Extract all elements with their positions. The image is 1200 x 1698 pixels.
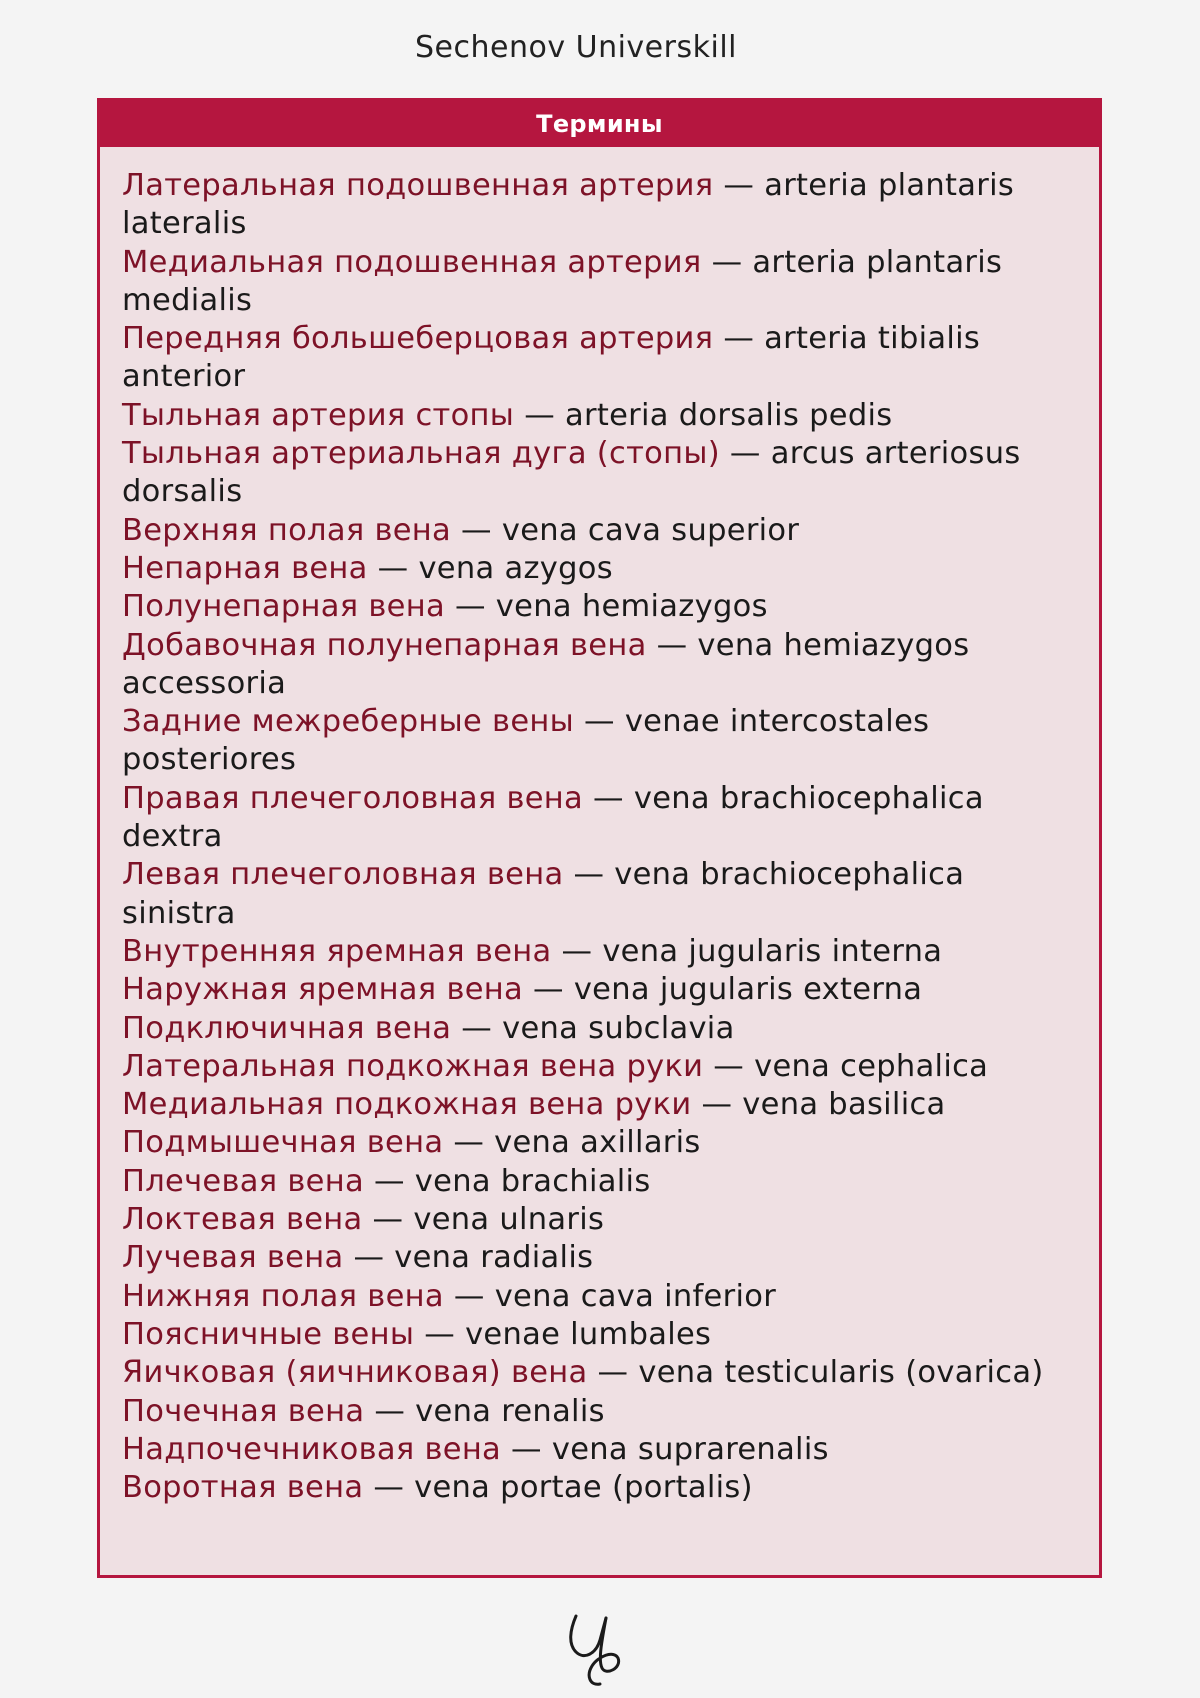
term-russian: Подмышечная вена (122, 1125, 444, 1161)
term-russian: Полунепарная вена (122, 589, 445, 625)
term-separator: — (377, 550, 409, 586)
term-separator: — (593, 780, 624, 816)
term-latin: vena subclavia (502, 1010, 735, 1046)
term-latin: vena renalis (415, 1393, 605, 1429)
term-latin: vena brachialis (414, 1163, 651, 1199)
term-latin: vena hemiazygos (495, 589, 768, 625)
term-item (122, 780, 1085, 857)
term-item (122, 1048, 1085, 1086)
term-separator: — (373, 1163, 405, 1199)
term-item (122, 512, 1085, 550)
term-latin: vena jugularis interna (602, 933, 943, 969)
term-separator: — (729, 436, 761, 472)
term-separator: — (723, 168, 755, 203)
brand-title: Sechenov Universkill (415, 30, 737, 65)
term-item (122, 1431, 1085, 1469)
term-russian: Верхняя полая вена (122, 512, 452, 548)
terms-card (97, 98, 1102, 1578)
term-separator: — (374, 1393, 406, 1429)
term-separator: — (701, 1087, 733, 1123)
universkill-logo-icon (562, 1610, 638, 1690)
term-latin: vena ulnaris (413, 1202, 605, 1238)
term-item (122, 1316, 1085, 1354)
term-separator: — (561, 933, 593, 969)
term-separator: — (453, 1278, 485, 1314)
term-latin: arteria dorsalis pedis (565, 397, 893, 433)
term-separator: — (584, 704, 615, 740)
term-russian: Передняя большеберцовая артерия (122, 321, 714, 357)
term-item (122, 1354, 1085, 1392)
term-separator: — (461, 1010, 493, 1046)
term-separator: — (372, 1202, 404, 1238)
term-separator: — (711, 244, 743, 280)
term-latin: arteria plantaris lateralis (122, 168, 1015, 242)
term-item (122, 550, 1085, 588)
term-russian: Наружная яремная вена (122, 972, 524, 1008)
term-item (122, 971, 1085, 1009)
term-item (122, 1201, 1085, 1239)
term-russian: Локтевая вена (122, 1202, 363, 1238)
term-item (122, 320, 1085, 397)
term-latin: vena suprarenalis (551, 1431, 829, 1467)
term-russian: Левая плечеголовная вена (122, 857, 564, 893)
term-russian: Непарная вена (122, 550, 368, 586)
term-item (122, 1278, 1085, 1316)
term-separator: — (511, 1431, 542, 1467)
term-latin: vena testicularis (ovarica) (638, 1355, 1044, 1391)
term-separator: — (453, 1125, 485, 1161)
term-separator: — (461, 512, 492, 548)
term-latin: vena cava inferior (494, 1278, 777, 1314)
term-item (122, 397, 1085, 435)
term-russian: Латеральная подкожная вена руки (122, 1048, 704, 1084)
term-latin: vena portae (portalis) (414, 1470, 753, 1506)
card-title: Термины (100, 101, 1099, 147)
term-item (122, 167, 1085, 244)
term-latin: vena cephalica (754, 1048, 989, 1084)
term-russian: Почечная вена (122, 1393, 365, 1429)
term-separator: — (713, 1048, 745, 1084)
term-item (122, 1163, 1085, 1201)
term-separator: — (533, 972, 564, 1008)
term-russian: Подключичная вена (122, 1010, 452, 1046)
term-latin: arcus arteriosus dorsalis (122, 436, 1021, 510)
term-separator: — (573, 857, 605, 893)
term-russian: Медиальная подкожная вена руки (122, 1087, 692, 1123)
term-separator: — (597, 1355, 629, 1391)
term-item (122, 244, 1085, 321)
term-russian: Добавочная полунепарная вена (122, 627, 647, 663)
term-latin: vena basilica (742, 1087, 946, 1123)
term-russian: Воротная вена (122, 1470, 364, 1506)
term-separator: — (524, 397, 555, 433)
term-russian: Плечевая вена (122, 1163, 364, 1199)
term-separator: — (454, 589, 486, 625)
term-russian: Медиальная подошвенная артерия (122, 244, 702, 280)
term-latin: vena brachiocephalica sinistra (122, 857, 965, 931)
term-latin: vena radialis (394, 1240, 594, 1276)
term-russian: Правая плечеголовная вена (122, 780, 584, 816)
term-separator: — (656, 627, 688, 663)
term-russian: Надпочечниковая вена (122, 1431, 502, 1467)
term-russian: Внутренняя яремная вена (122, 933, 552, 969)
term-russian: Тыльная артериальная дуга (стопы) (122, 436, 720, 472)
term-item (122, 1469, 1085, 1507)
term-separator: — (353, 1240, 385, 1276)
term-russian: Яичковая (яичниковая) вена (122, 1355, 588, 1391)
term-russian: Нижняя полая вена (122, 1278, 444, 1314)
term-russian: Тыльная артерия стопы (122, 397, 515, 433)
term-latin: vena azygos (418, 550, 613, 586)
term-latin: venae lumbales (465, 1316, 712, 1352)
term-latin: venae intercostales posteriores (122, 704, 930, 778)
term-item (122, 856, 1085, 933)
term-russian: Лучевая вена (122, 1240, 344, 1276)
term-latin: vena brachiocephalica dextra (122, 780, 984, 855)
term-russian: Поясничные вены (122, 1316, 415, 1352)
term-latin: vena hemiazygos accessoria (122, 627, 970, 701)
term-latin: vena cava superior (501, 512, 800, 548)
term-item (122, 1086, 1085, 1124)
term-separator: — (723, 321, 755, 357)
term-separator: — (424, 1316, 456, 1352)
term-item (122, 1124, 1085, 1162)
term-item (122, 435, 1085, 512)
term-separator: — (373, 1470, 405, 1506)
term-russian: Латеральная подошвенная артерия (122, 168, 714, 203)
term-item (122, 1393, 1085, 1431)
term-latin: vena jugularis externa (573, 972, 923, 1008)
term-latin: arteria tibialis anterior (122, 321, 981, 395)
term-latin: vena axillaris (494, 1125, 701, 1161)
term-latin: arteria plantaris medialis (122, 244, 1003, 318)
term-list (100, 147, 1099, 1507)
term-russian: Задние межреберные вены (122, 704, 575, 740)
term-item (122, 933, 1085, 971)
term-item (122, 703, 1085, 780)
term-item (122, 1010, 1085, 1048)
term-item (122, 588, 1085, 626)
term-item (122, 627, 1085, 704)
term-item (122, 1239, 1085, 1277)
